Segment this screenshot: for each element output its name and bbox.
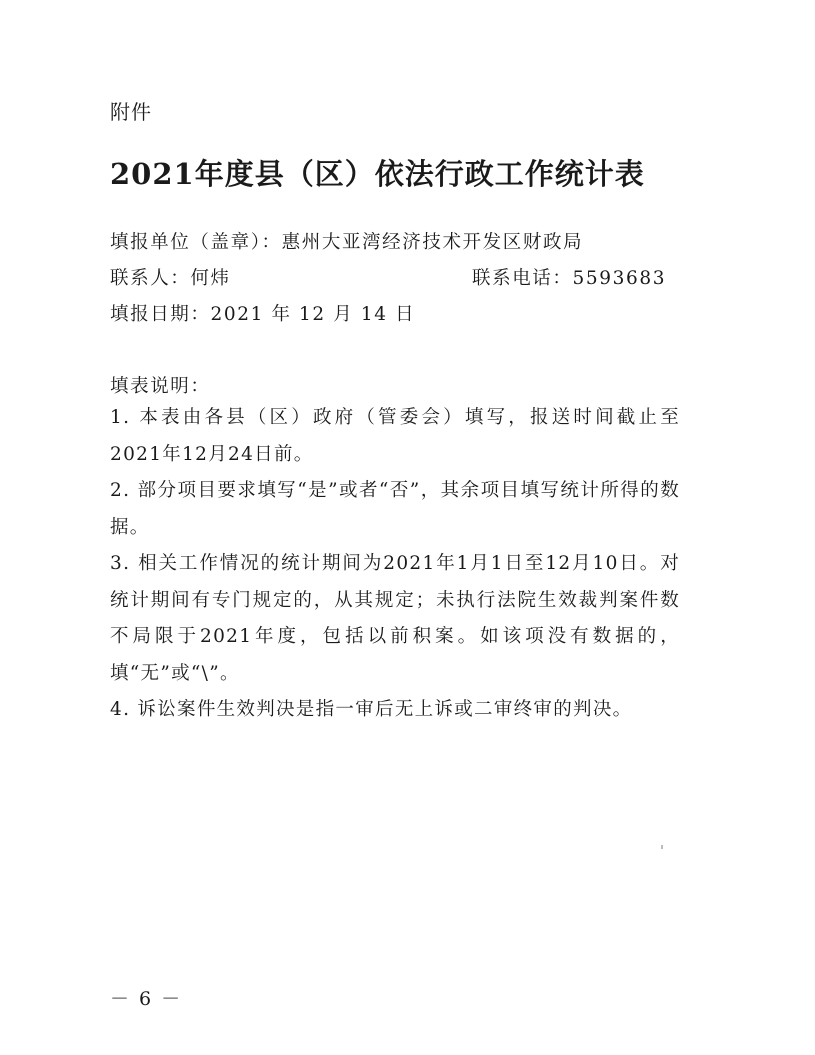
instructions-heading: 填表说明： [110, 376, 211, 397]
contact-person-value: 何炜 [190, 268, 231, 289]
page-number: － 6 － [110, 988, 183, 1010]
reporting-unit-value: 惠州大亚湾经济技术开发区财政局 [281, 232, 584, 253]
contact-phone-line [472, 264, 666, 290]
contact-person-label: 联系人： [110, 268, 191, 289]
instruction-item: 3. 相关工作情况的统计期间为2021年1月1日至12月10日。对统计期间有专门规定的，从其规定；未执行法院生效裁判案件数不局限于2021年度，包括以前积案。如该项没有数据的，填“无”或“\”。 [110, 553, 680, 684]
instruction-item: 4. 诉讼案件生效判决是指一审后无上诉或二审终审的判决。 [110, 699, 633, 720]
instruction-item: 1. 本表由各县（区）政府（管委会）填写，报送时间截止至2021年12月24日前。 [110, 407, 680, 465]
report-date-line [110, 300, 415, 326]
contact-phone-value: 5593683 [572, 268, 667, 289]
reporting-unit-label: 填报单位（盖章）： [110, 232, 282, 253]
attachment-label: 附件 [110, 100, 152, 124]
instruction-item: 2. 部分项目要求填写“是”或者“否”，其余项目填写统计所得的数据。 [110, 480, 680, 538]
reporting-unit-line [110, 228, 583, 254]
report-date-label: 填报日期： [110, 304, 211, 325]
contact-phone-label: 联系电话： [472, 268, 573, 289]
page-title: 2021年度县（区）依法行政工作统计表 [110, 157, 645, 191]
contact-person-line [110, 264, 231, 290]
scan-speck [661, 845, 663, 849]
report-date-value: 2021 年 12 月 14 日 [210, 304, 416, 325]
